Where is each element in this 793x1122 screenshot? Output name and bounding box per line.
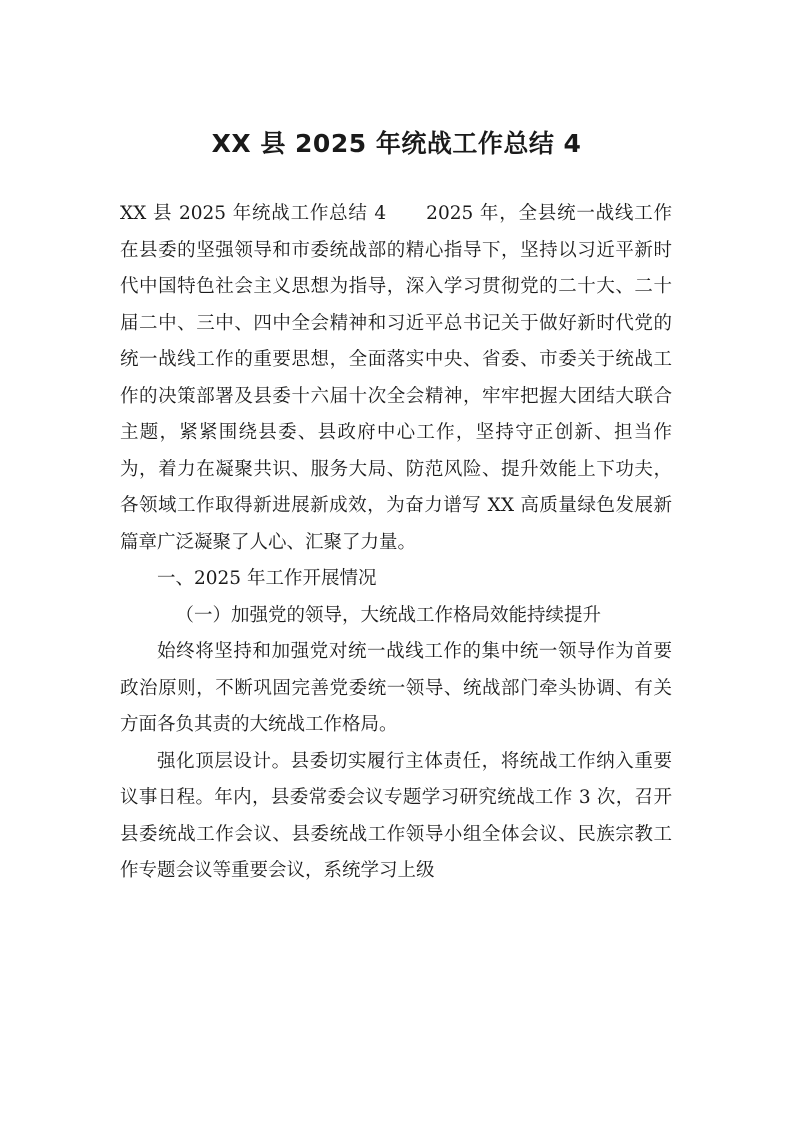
document-body xyxy=(120,196,672,890)
intro-body: 2025 年，全县统一战线工作在县委的坚强领导和市委统战部的精心指导下，坚持以习近平新时代中国特色社会主义思想为指导，深入学习贯彻党的二十大、二十届二中、三中、四中全会精神和习近平总书记关于做好新时代党的统一战线工作的重要思想，全面落实中央、省委、市委关于统战工作的决策部署及县委十六届十次全会精神，牢牢把握大团结大联合主题，紧紧围绕县委、县政府中心工作，坚持守正创新、担当作为，着力在凝聚共识、服务大局、防范风险、提升效能上下功夫，各领域工作取得新进展新成效，为奋力谱写 XX 高质量绿色发展新篇章广泛凝聚了人心、汇聚了力量。 xyxy=(120,203,673,553)
body-paragraph: 始终将坚持和加强党对统一战线工作的集中统一领导作为首要政治原则，不断巩固完善党委统一领导、统战部门牵头协调、有关方面各负其责的大统战工作格局。 xyxy=(120,641,672,735)
body-paragraph: 强化顶层设计。县委切实履行主体责任，将统战工作纳入重要议事日程。年内，县委常委会议专题学习研究统战工作 3 次，召开县委统战工作会议、县委统战工作领导小组全体会议、民族宗教工作专题会议等重要会议，系统学习上级 xyxy=(120,750,672,881)
document-title: XX 县 2025 年统战工作总结 4 xyxy=(211,129,582,158)
section-heading: 一、2025 年工作开展情况 xyxy=(157,568,377,589)
intro-lead: XX 县 2025 年统战工作总结 4 xyxy=(120,203,387,224)
intro-paragraph xyxy=(120,196,672,561)
subsection-heading: （一）加强党的领导，大统战工作格局效能持续提升 xyxy=(175,604,602,626)
